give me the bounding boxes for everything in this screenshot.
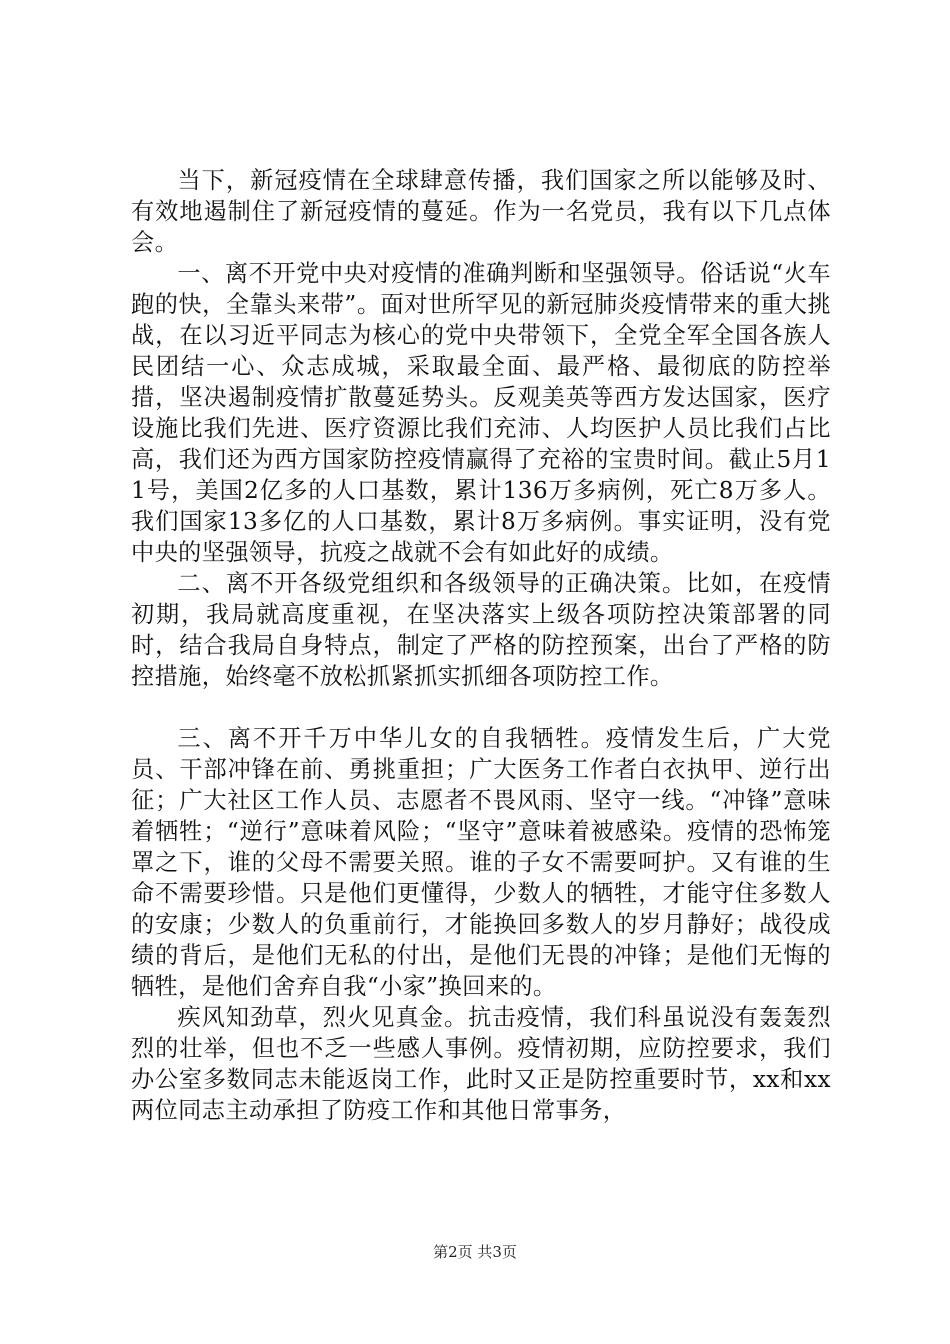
document-body bbox=[131, 165, 831, 1126]
paragraph-intro: 当下，新冠疫情在全球肆意传播，我们国家之所以能够及时、有效地遏制住了新冠疫情的蔓延。作为一名党员，我有以下几点体会。 bbox=[131, 167, 831, 256]
paragraph-point-one: 一、离不开党中央对疫情的准确判断和坚强领导。俗话说“火车跑的快，全靠头来带”。面对世所罕见的新冠肺炎疫情带来的重大挑战，在以习近平同志为核心的党中央带领下，全党全军全国各族人民团结一心、众志成城，采取最全面、最严格、最彻底的防控举措，坚决遏制疫情扩散蔓延势头。反观美英等西方发达国家，医疗设施比我们先进、医疗资源比我们充沛、人均医护人员比我们占比高，我们还为西方国家防控疫情赢得了充裕的宝贵时间。截止5月11号，美国2亿多的人口基数，累计136万多病例，死亡8万多人。我们国家13多亿的人口基数，累计8万多病例。事实证明，没有党中央的坚强领导，抗疫之战就不会有如此好的成绩。 bbox=[131, 260, 831, 566]
paragraph-point-three: 三、离不开千万中华儿女的自我牺牲。疫情发生后，广大党员、干部冲锋在前、勇挑重担；广大医务工作者白衣执甲、逆行出征；广大社区工作人员、志愿者不畏风雨、坚守一线。“冲锋”意味着牺牲；“逆行”意味着风险；“坚守”意味着被感染。疫情的恐怖笼罩之下，谁的父母不需要关照。谁的子女不需要呵护。又有谁的生命不需要珍惜。只是他们更懂得，少数人的牺牲，才能守住多数人的安康；少数人的负重前行，才能换回多数人的岁月静好；战役成绩的背后，是他们无私的付出，是他们无畏的冲锋；是他们无悔的牺牲，是他们舍弃自我“小家”换回来的。 bbox=[131, 725, 831, 1000]
page-footer: 第2页 共3页 bbox=[433, 1243, 517, 1261]
paragraph-point-two: 二、离不开各级党组织和各级领导的正确决策。比如，在疫情初期，我局就高度重视，在坚决落实上级各项防控决策部署的同时，结合我局自身特点，制定了严格的防控预案，出台了严格的防控措施，始终毫不放松抓紧抓实抓细各项防控工作。 bbox=[131, 570, 831, 690]
paragraph-example: 疾风知劲草，烈火见真金。抗击疫情，我们科虽说没有轰轰烈烈的壮举，但也不乏一些感人事例。疫情初期，应防控要求，我们办公室多数同志未能返岗工作，此时又正是防控重要时节，xx和xx两位同志主动承担了防疫工作和其他日常事务， bbox=[131, 1004, 831, 1124]
